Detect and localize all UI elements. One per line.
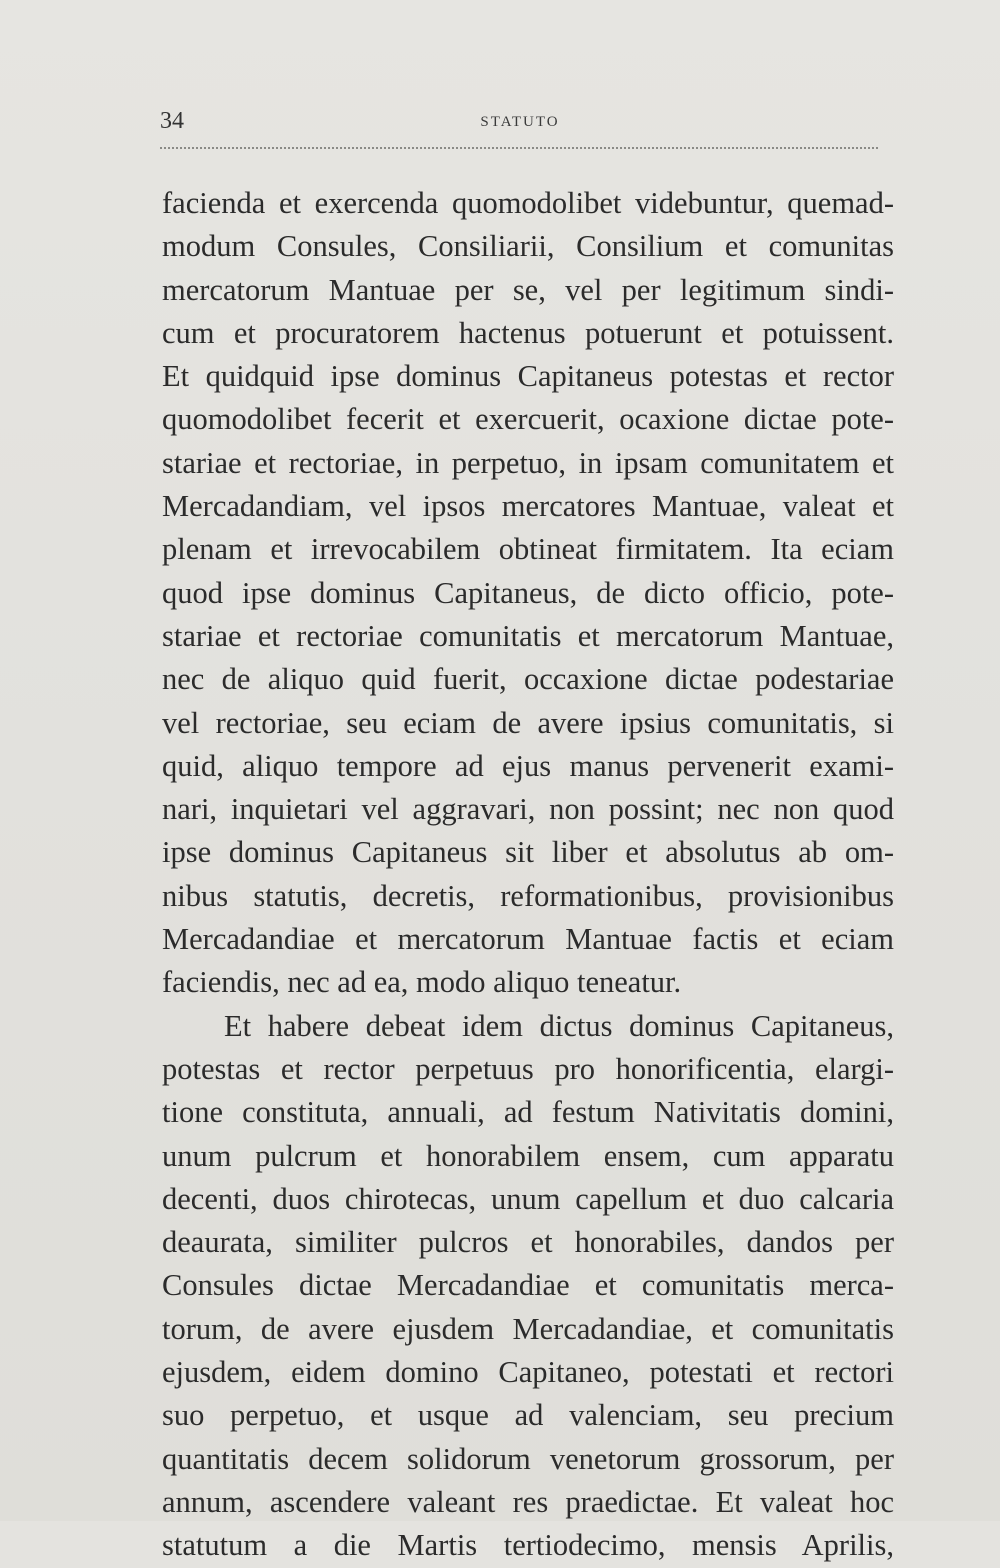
text-line: potestas et rector perpetuus pro honorificentia, elargi- [162, 1051, 894, 1086]
text-line: faciendis, nec ad ea, modo aliquo teneatur. [162, 965, 682, 1000]
text-line: cum et procuratorem hactenus potuerunt et potuissent. [162, 315, 894, 350]
text-line: nibus statutis, decretis, reformationibus, provisionibus [162, 878, 894, 913]
page-number: 34 [160, 108, 184, 134]
text-line: stariae et rectoriae comunitatis et mercatorum Mantuae, [162, 618, 894, 653]
text-line: torum, de avere ejusdem Mercadandiae, et comunitatis [162, 1311, 894, 1346]
text-line: nec de aliquo quid fuerit, occaxione dictae podestariae [162, 662, 894, 697]
text-line: tione constituta, annuali, ad festum Nativitatis domini, [162, 1095, 894, 1130]
running-title: STATUTO [480, 114, 560, 130]
text-line: annum, ascendere valeant res praedictae. Et valeat hoc [162, 1484, 894, 1519]
text-line: nari, inquietari vel aggravari, non possint; nec non quod [162, 792, 894, 827]
running-head [160, 108, 880, 140]
text-line: ipse dominus Capitaneus sit liber et absolutus ab om- [162, 835, 894, 870]
text-line: unum pulcrum et honorabilem ensem, cum apparatu [162, 1138, 894, 1173]
text-line: quantitatis decem solidorum venetorum grossorum, per [162, 1441, 894, 1476]
text-line: statutum a die Martis tertiodecimo, mensis Aprilis, [162, 1528, 894, 1563]
body-text [162, 182, 894, 1568]
text-line: ejusdem, eidem domino Capitaneo, potestati et rectori [162, 1355, 894, 1390]
text-line: mercatorum Mantuae per se, vel per legitimum sindi- [162, 272, 894, 307]
text-line: plenam et irrevocabilem obtineat firmitatem. Ita eciam [162, 532, 894, 567]
text-line: Et quidquid ipse dominus Capitaneus potestas et rector [162, 359, 894, 394]
text-line: quomodolibet fecerit et exercuerit, ocaxione dictae pote- [162, 402, 894, 437]
text-line: facienda et exercenda quomodolibet videbuntur, quemad- [162, 186, 894, 220]
text-line: stariae et rectoriae, in perpetuo, in ipsam comunitatem et [162, 445, 894, 480]
text-line: modum Consules, Consiliarii, Consilium et comunitas [162, 229, 894, 264]
text-line: decenti, duos chirotecas, unum capellum et duo calcaria [162, 1181, 894, 1216]
text-line: Mercadandiae et mercatorum Mantuae factis et eciam [162, 922, 894, 957]
text-line: vel rectoriae, seu eciam de avere ipsius comunitatis, si [162, 705, 894, 740]
text-line: deaurata, similiter pulcros et honorabiles, dandos per [162, 1225, 894, 1260]
dotted-header-rule [160, 147, 878, 149]
text-line: quid, aliquo tempore ad ejus manus pervenerit exami- [162, 748, 894, 783]
paragraph-first-line: Et habere debeat idem dictus dominus Capitaneus, [224, 1008, 894, 1043]
text-line: Consules dictae Mercadandiae et comunitatis merca- [162, 1268, 894, 1303]
text-line: quod ipse dominus Capitaneus, de dicto officio, pote- [162, 575, 894, 610]
text-line: Mercadandiam, vel ipsos mercatores Mantuae, valeat et [162, 489, 894, 524]
text-line: suo perpetuo, et usque ad valenciam, seu precium [162, 1398, 894, 1433]
